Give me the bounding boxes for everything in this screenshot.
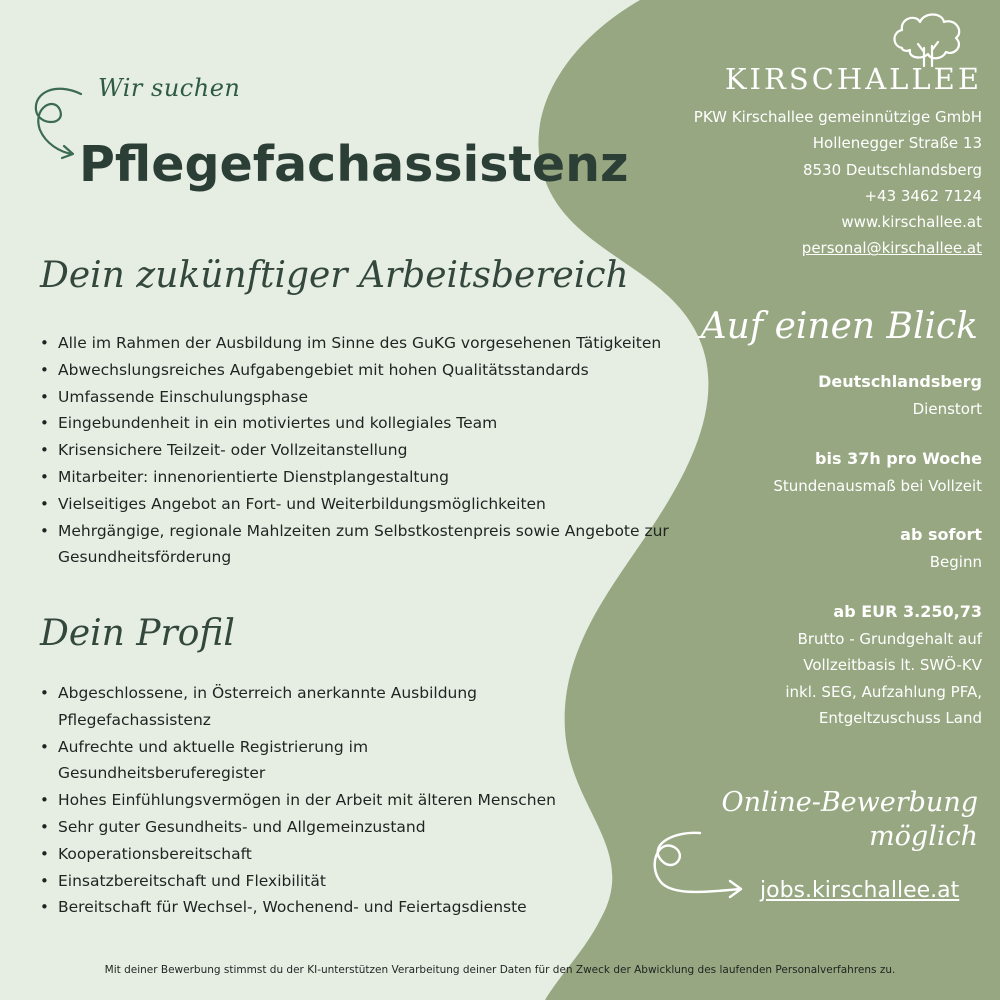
fact-label: Dienstort: [912, 400, 982, 418]
area-list: [38, 330, 678, 571]
tree-icon: [888, 8, 968, 68]
list-item: • Hohes Einfühlungsvermögen in der Arbeit mit älteren Menschen: [38, 787, 558, 814]
fact-label: inkl. SEG, Aufzahlung PFA,: [785, 682, 982, 701]
section-heading-area: Dein zukünftiger Arbeitsbereich: [40, 255, 629, 296]
fact-value: bis 37h pro Woche: [815, 448, 982, 468]
list-item: • Kooperationsbereitschaft: [38, 841, 558, 868]
phone-number: +43 3462 7124: [864, 186, 982, 205]
list-item: • Vielseitiges Angebot an Fort- und Weiterbildungsmöglichkeiten: [38, 491, 678, 518]
list-item: • Eingebundenheit in ein motiviertes und kollegiales Team: [38, 410, 678, 437]
fact-value: ab EUR 3.250,73: [833, 601, 982, 621]
fact-salary: [773, 598, 982, 732]
tagline: Wir suchen: [98, 74, 241, 102]
fact-value: ab sofort: [900, 525, 982, 544]
section-heading-profile: Dein Profil: [40, 613, 235, 654]
list-item: • Mehrgängige, regionale Mahlzeiten zum Selbstkostenpreis sowie Angebote zur Gesundheitsförderung: [38, 518, 678, 572]
facts-list: [773, 368, 982, 754]
fact-hours: [773, 445, 982, 500]
company-name: PKW Kirschallee gemeinnützige GmbH: [693, 108, 982, 126]
brand-name: KIRSCHALLEE: [724, 62, 982, 96]
list-item: • Umfassende Einschulungsphase: [38, 384, 678, 411]
profile-list: [38, 680, 558, 921]
curved-arrow-icon: [640, 825, 750, 905]
list-item: • Krisensichere Teilzeit- oder Vollzeitanstellung: [38, 437, 678, 464]
contact-block: [694, 104, 982, 262]
list-item: • Aufrechte und aktuelle Registrierung im Gesundheitsberuferegister: [38, 734, 558, 788]
fact-label: Stundenausmaß bei Vollzeit: [773, 476, 982, 495]
disclaimer-text: Mit deiner Bewerbung stimmst du der KI-unterstützen Verarbeitung deiner Daten für den Zweck der Abwicklung des laufenden Personalverfahrens zu.: [104, 964, 896, 976]
fact-value: Deutschlandsberg: [818, 372, 982, 391]
list-item: • Abwechslungsreiches Aufgabengebiet mit hohen Qualitätsstandards: [38, 357, 678, 384]
list-item: • Abgeschlossene, in Österreich anerkannte Ausbildung Pflegefachassistenz: [38, 680, 558, 734]
page-title: Pflegefachassistenz: [79, 136, 629, 193]
jobs-link[interactable]: jobs.kirschallee.at: [760, 878, 960, 903]
city-address: 8530 Deutschlandsberg: [802, 160, 982, 179]
curved-arrow-icon: [26, 82, 86, 162]
list-item: • Bereitschaft für Wechsel-, Wochenend- und Feiertagsdienste: [38, 894, 558, 921]
fact-label: Entgeltzuschuss Land: [818, 709, 982, 727]
online-application-heading: [722, 786, 978, 854]
list-item: • Einsatzbereitschaft und Flexibilität: [38, 868, 558, 895]
online-heading-line: möglich: [869, 821, 978, 852]
fact-label: Beginn: [929, 553, 982, 571]
list-item: • Alle im Rahmen der Ausbildung im Sinne des GuKG vorgesehenen Tätigkeiten: [38, 330, 678, 357]
website-link[interactable]: www.kirschallee.at: [841, 213, 982, 232]
email-link[interactable]: personal@kirschallee.at: [801, 239, 982, 258]
street-address: Hollenegger Straße 13: [812, 134, 982, 153]
fact-location: [773, 368, 982, 423]
online-heading-line: Online-Bewerbung: [721, 787, 978, 818]
fact-start: [773, 521, 982, 576]
fact-label: Vollzeitbasis lt. SWÖ-KV: [803, 656, 982, 674]
fact-label: Brutto - Grundgehalt auf: [797, 629, 982, 648]
list-item: • Sehr guter Gesundheits- und Allgemeinzustand: [38, 814, 558, 841]
section-heading-glance: Auf einen Blick: [700, 306, 978, 347]
list-item: • Mitarbeiter: innenorientierte Dienstplangestaltung: [38, 464, 678, 491]
